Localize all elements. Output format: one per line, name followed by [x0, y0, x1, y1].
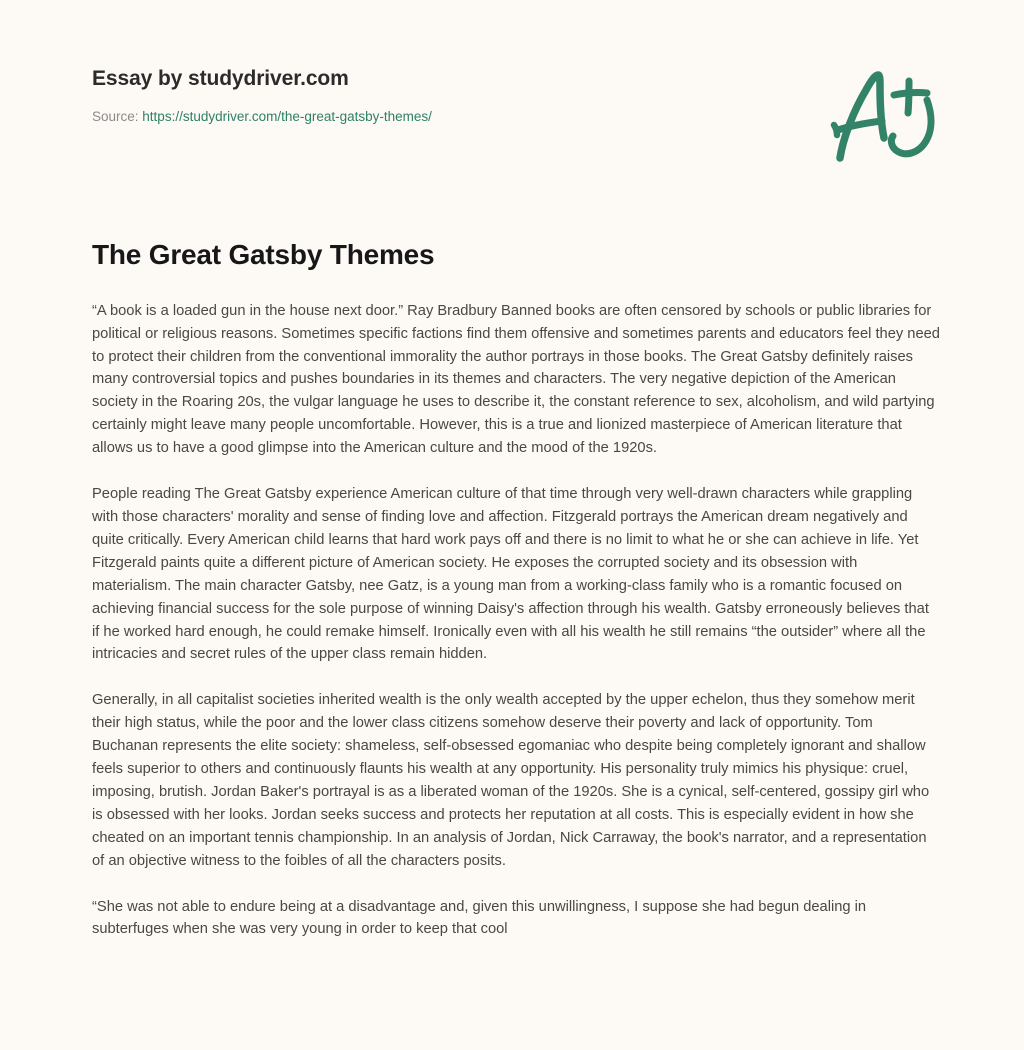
paragraph: People reading The Great Gatsby experience American culture of that time through very well-drawn characters while grappling with those characters' morality and sense of finding love and affection. Fitzgerald portrays the American dream negatively and quite critically. Every American child learns that hard work pays off and there is no limit to what he or she can achieve in life. Yet Fitzgerald paints quite a different picture of American society. He exposes the corrupted society and its obsession with materialism. The main character Gatsby, nee Gatz, is a young man from a working-class family who is a romantic focused on achieving financial success for the sole purpose of winning Daisy's affection through his wealth. Gatsby erroneously believes that if he worked hard enough, he could remake himself. Ironically even with all his wealth he still remains “the outsider” where all the intricacies and secret rules of the upper class remain hidden.: [92, 486, 929, 663]
document-header: [92, 0, 940, 126]
paragraph: “A book is a loaded gun in the house next door.” Ray Bradbury Banned books are often censored by schools or public libraries for political or religious reasons. Sometimes specific factions find them offensive and sometimes parents and educators feel they need to protect their children from the conventional immorality the author portrays in those books. The Great Gatsby definitely raises many controversial topics and pushes boundaries in its themes and characters. The very negative depiction of the American society in the Roaring 20s, the vulgar language he uses to describe it, the constant reference to sex, alcoholism, and wild partying certainly might leave many people uncomfortable. However, this is a true and lionized masterpiece of American literature that allows us to have a good glimpse into the American culture and the mood of the 1920s.: [92, 302, 940, 457]
page-title: The Great Gatsby Themes: [92, 238, 435, 270]
paragraph: “She was not able to endure being at a disadvantage and, given this unwillingness, I suppose she had begun dealing in subterfuges when she was very young in order to keep that cool: [92, 898, 867, 938]
source-line: [92, 108, 940, 126]
byline: Essay by studydriver.com: [92, 67, 349, 90]
paragraph: Generally, in all capitalist societies inherited wealth is the only wealth accepted by the upper echelon, thus they somehow merit their high status, while the poor and the lower class citizens somehow deserve their poverty and lack of opportunity. Tom Buchanan represents the elite society: shameless, self-obsessed egomaniac who despite being completely ignorant and shallow feels superior to others and continuously flaunts his wealth at any opportunity. His personality truly mimics his physique: cruel, imposing, brutish. Jordan Baker's portrayal is as a liberated woman of the 1920s. She is a cynical, self-centered, gossipy girl who is obsessed with her looks. Jordan seeks success and protects her reputation at all costs. This is especially evident in how she cheated on an important tennis championship. In an analysis of Jordan, Nick Carraway, the book's narrator, and a representation of an objective witness to the foibles of all the characters posits.: [92, 692, 930, 869]
essay-body: [92, 272, 940, 942]
source-url-link[interactable]: https://studydriver.com/the-great-gatsby-themes/: [142, 109, 432, 125]
source-label: Source:: [92, 109, 139, 125]
